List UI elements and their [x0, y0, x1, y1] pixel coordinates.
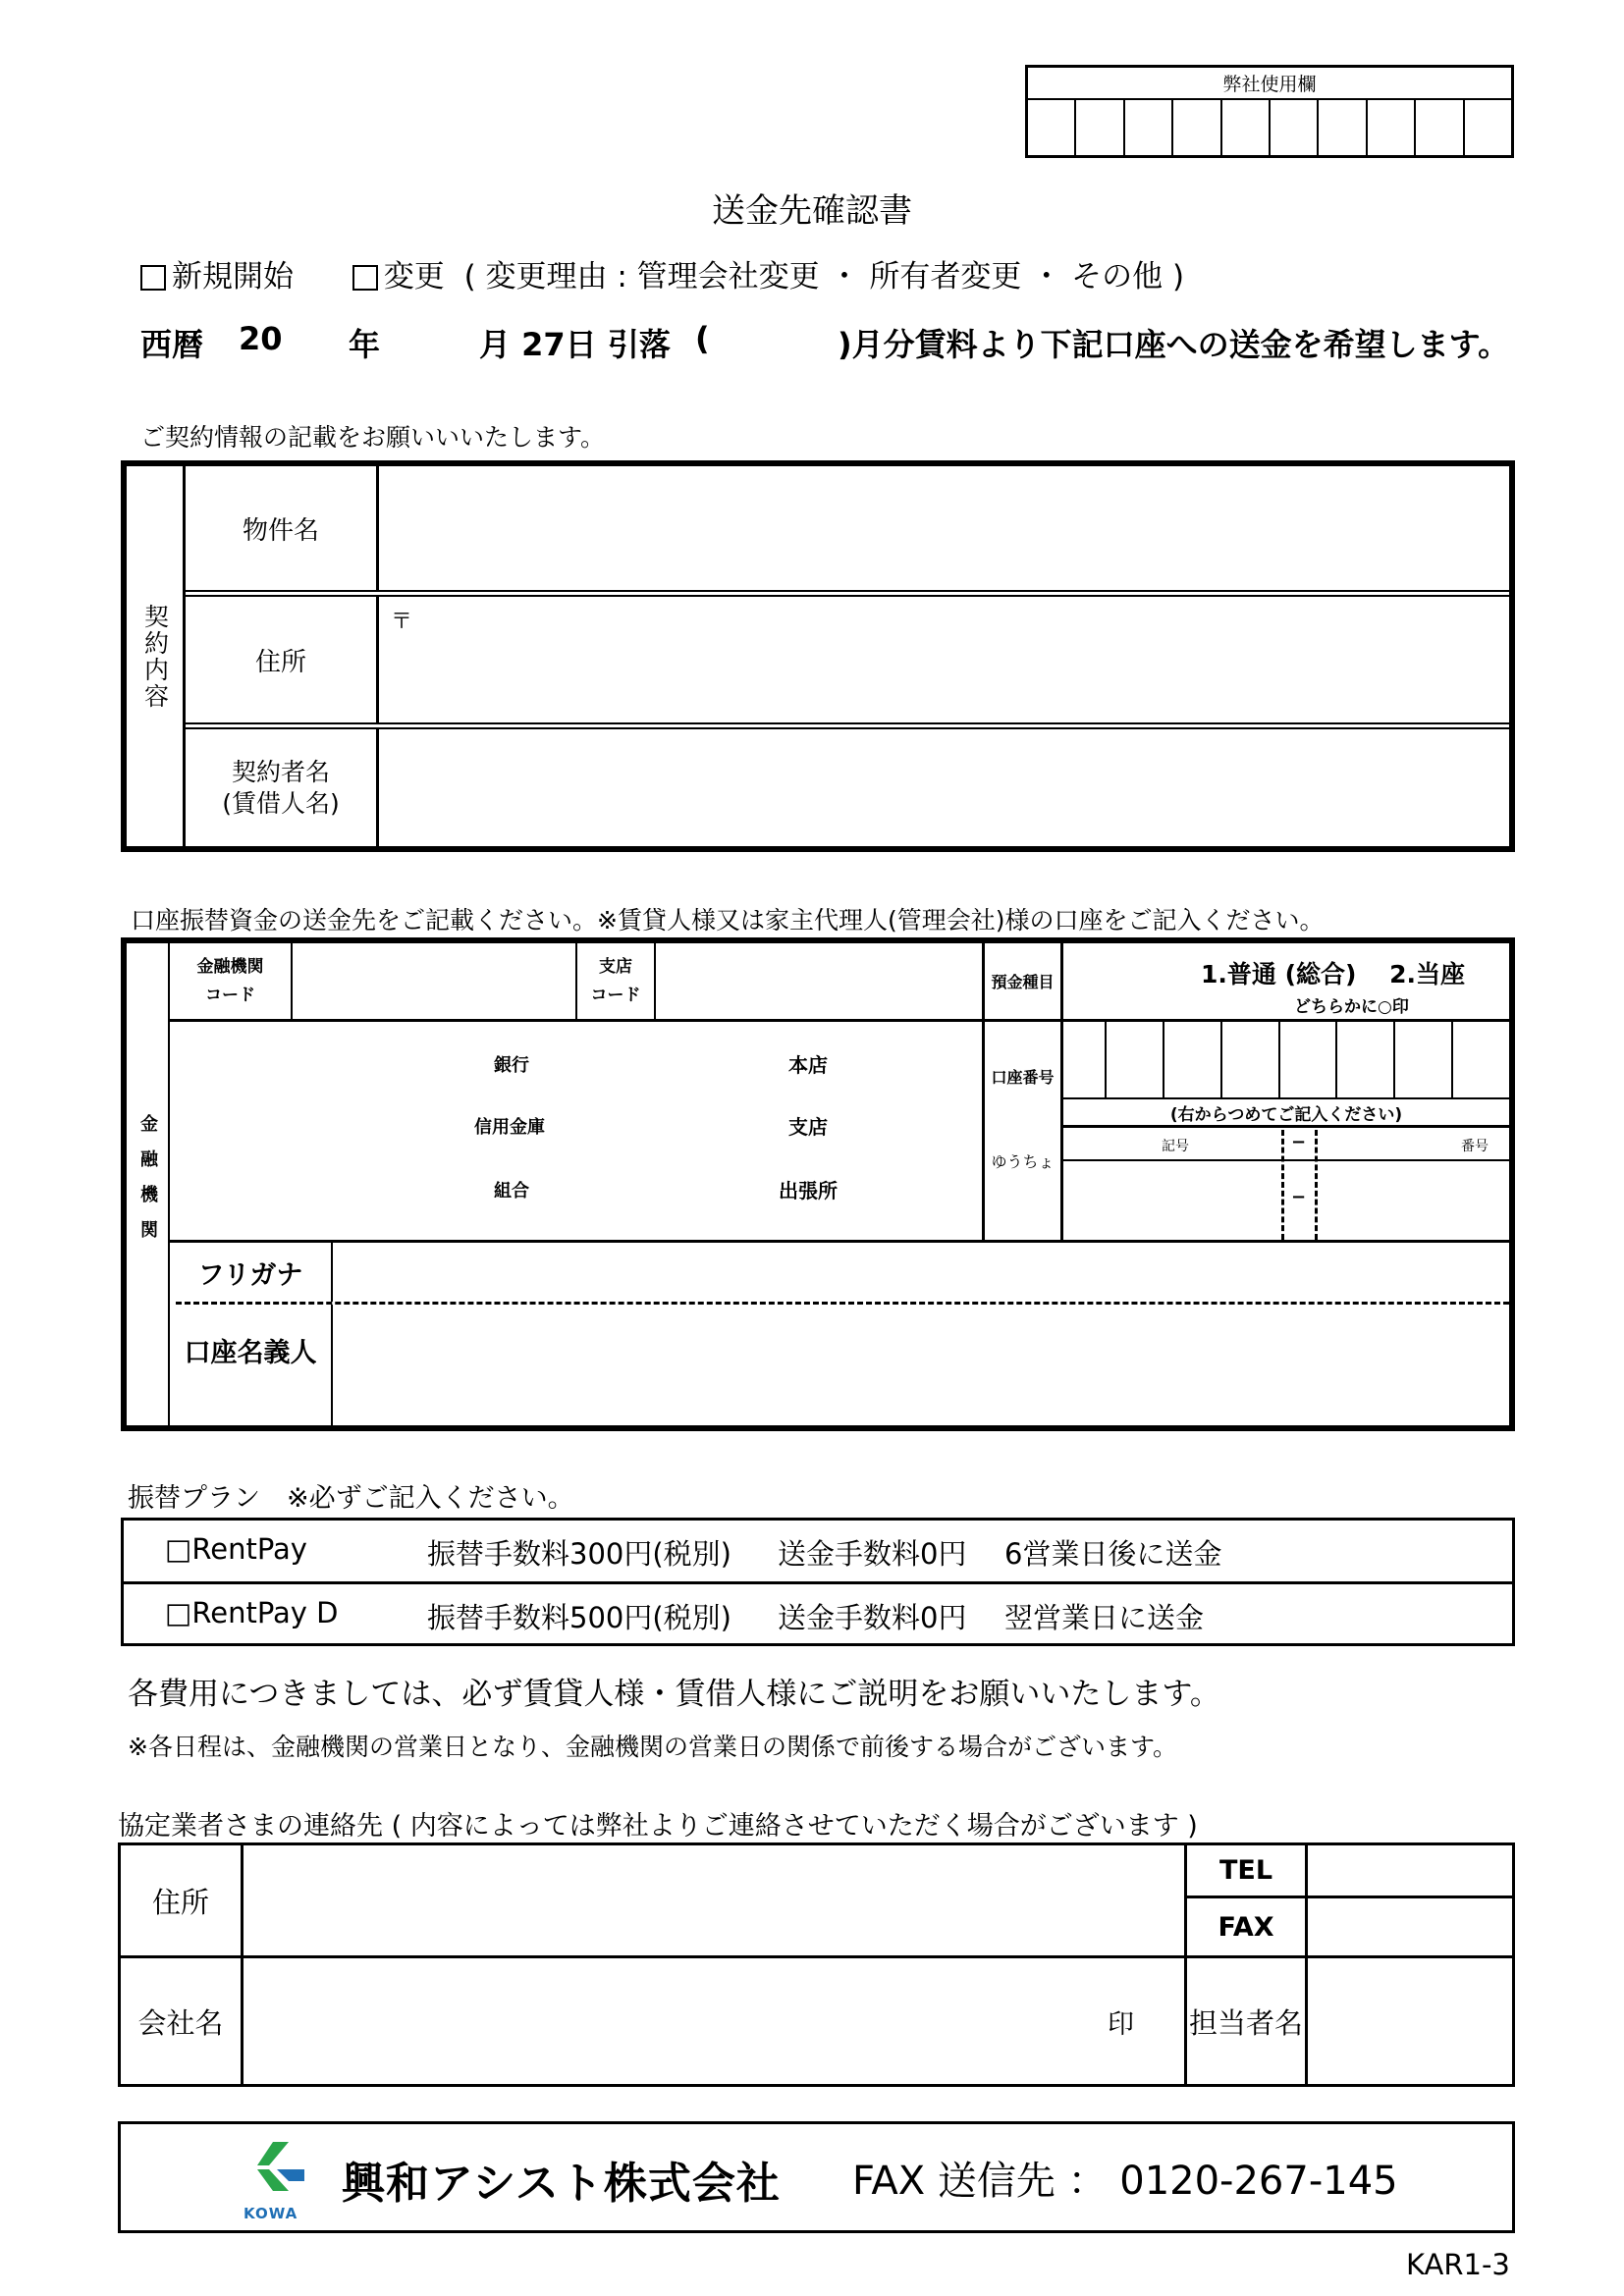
form-code: KAR1-3 — [1406, 2248, 1510, 2281]
plan-row[interactable] — [124, 1581, 1512, 1642]
plan-send-fee: 送金手数料0円 — [778, 1601, 967, 1634]
new-start-checkbox[interactable] — [140, 265, 166, 291]
options-line — [140, 251, 1184, 295]
fax-field[interactable] — [1308, 1898, 1512, 1955]
tel-field[interactable] — [1308, 1845, 1512, 1898]
account-no-spacer — [1063, 1022, 1105, 1097]
plan-timing: 6営業日後に送金 — [1004, 1537, 1222, 1571]
kowa-logo — [244, 2140, 322, 2220]
office-use-cell[interactable] — [1317, 100, 1365, 155]
branch-type-branch: 支店 — [788, 1115, 828, 1139]
kigou-field[interactable] — [1063, 1161, 1281, 1240]
office-use-cell[interactable] — [1220, 100, 1269, 155]
contractor-field[interactable] — [379, 729, 1509, 846]
fi-code-label: 金融機関 コード — [170, 943, 293, 1019]
yucho-dash-top: − — [1291, 1132, 1307, 1152]
tel-label: TEL — [1184, 1845, 1308, 1898]
bank-type-shinkin: 信用金庫 — [474, 1117, 545, 1138]
office-use-cell[interactable] — [1171, 100, 1219, 155]
page-title: 送金先確認書 — [712, 190, 912, 231]
account-no-digit-cell[interactable] — [1163, 1022, 1220, 1097]
paren-open: ( — [695, 320, 710, 357]
account-no-digit-cell[interactable] — [1220, 1022, 1278, 1097]
office-use-cell[interactable] — [1414, 100, 1462, 155]
deposit-type-field[interactable] — [1063, 943, 1509, 1022]
office-use-cells — [1028, 100, 1511, 155]
deposit-type-options: 1.普通 (総合) 2.当座 — [1201, 960, 1466, 988]
yucho-dash-bottom: − — [1291, 1187, 1307, 1207]
office-use-cell[interactable] — [1269, 100, 1317, 155]
address-label: 住所 — [186, 597, 379, 722]
account-no-area — [1063, 1022, 1509, 1130]
office-use-cell[interactable] — [1463, 100, 1511, 155]
plan-name: □RentPay D — [165, 1596, 339, 1629]
agent-intro: 協定業者さまの連絡先 ( 内容によっては弊社よりご連絡させていただく場合がございます ) — [118, 1811, 1198, 1842]
agent-table — [118, 1842, 1515, 2087]
change-checkbox[interactable] — [352, 265, 378, 291]
year-unit: 年 — [349, 326, 381, 363]
office-use-box — [1025, 65, 1514, 158]
plan-intro: 振替プラン ※必ずご記入ください。 — [128, 1483, 574, 1514]
agent-address-label: 住所 — [121, 1845, 244, 1955]
kowa-logo-icon — [244, 2140, 322, 2199]
footer-company: 興和アシスト株式会社 — [342, 2159, 781, 2209]
bank-table — [121, 937, 1515, 1431]
account-no-digit-cell[interactable] — [1335, 1022, 1393, 1097]
branch-type-office: 出張所 — [779, 1179, 838, 1202]
contractor-label: 契約者名 (賃借人名) — [186, 729, 379, 846]
contract-intro: ご契約情報の記載をお願いいいたします。 — [140, 423, 606, 452]
office-use-cell[interactable] — [1074, 100, 1122, 155]
office-use-cell[interactable] — [1123, 100, 1171, 155]
contract-side-label: 契約内容 — [127, 466, 186, 846]
change-label: 変更 — [383, 259, 445, 294]
account-no-digit-cell[interactable] — [1278, 1022, 1336, 1097]
change-reason: ( 変更理由 : 管理会社変更 ・ 所有者変更 ・ その他 ) — [463, 259, 1185, 294]
branch-code-label: 支店 コード — [577, 943, 656, 1019]
plan-transfer-fee: 振替手数料500円(税別) — [427, 1601, 731, 1634]
seal-label: 印 — [1108, 2009, 1134, 2040]
request-line — [140, 320, 1515, 365]
bank-type-bank: 銀行 — [494, 1055, 529, 1076]
notes-sub: ※各日程は、金融機関の営業日となり、金融機関の営業日の関係で前後する場合がございます。 — [128, 1733, 1177, 1761]
bangou-field[interactable] — [1318, 1161, 1509, 1240]
account-no-cells — [1063, 1022, 1509, 1099]
office-use-cell[interactable] — [1028, 100, 1074, 155]
property-name-label: 物件名 — [186, 466, 379, 590]
plan-timing: 翌営業日に送金 — [1004, 1601, 1205, 1634]
bangou-label: 番号 — [1461, 1139, 1489, 1154]
notes-main: 各費用につきましては、必ず賃貸人様・賃借人様にご説明をお願いいたします。 — [128, 1677, 1220, 1712]
bank-name-area[interactable] — [170, 1022, 982, 1240]
address-field[interactable] — [379, 597, 1509, 722]
fax-label: FAX — [1184, 1898, 1308, 1955]
office-use-cell[interactable] — [1366, 100, 1414, 155]
kigou-label: 記号 — [1162, 1139, 1189, 1154]
holder-field[interactable] — [331, 1305, 1509, 1425]
branch-type-main: 本店 — [788, 1053, 828, 1077]
account-no-label: 口座番号 — [985, 1022, 1063, 1130]
branch-code-field[interactable] — [656, 943, 982, 1019]
plan-table — [121, 1518, 1515, 1646]
person-label: 担当者名 — [1184, 1958, 1308, 2084]
postal-mark: 〒 — [391, 610, 413, 634]
furigana-label: フリガナ — [197, 1259, 303, 1291]
deposit-type-note: どちらかに○印 — [1294, 997, 1409, 1017]
holder-label: 口座名義人 — [184, 1338, 317, 1368]
account-no-digit-cell[interactable] — [1451, 1022, 1509, 1097]
company-name-field[interactable] — [244, 1958, 1184, 2084]
footer-banner — [118, 2121, 1515, 2233]
year-prefix: 20 — [239, 320, 283, 357]
account-no-digit-cell[interactable] — [1393, 1022, 1451, 1097]
account-no-note: (右からつめてご記入ください) — [1063, 1099, 1509, 1128]
plan-row[interactable] — [124, 1521, 1512, 1581]
footer-fax: FAX 送信先 ： 0120-267-145 — [852, 2159, 1398, 2204]
yucho-label: ゆうちょ — [985, 1130, 1063, 1240]
deposit-type-label: 預金種目 — [985, 943, 1063, 1022]
bank-intro: 口座振替資金の送金先をご記載ください。※賃貸人様又は家主代理人(管理会社)様の口座をご記入ください。 — [131, 906, 1325, 934]
yucho-area — [1063, 1130, 1509, 1240]
office-use-label: 弊社使用欄 — [1028, 68, 1511, 100]
new-start-label: 新規開始 — [172, 259, 294, 294]
request-rest: )月分賃料より下記口座への送金を希望します。 — [838, 326, 1510, 363]
company-name-label: 会社名 — [121, 1958, 244, 2084]
kowa-logo-text: KOWA — [244, 2205, 298, 2222]
plan-name: □RentPay — [165, 1532, 307, 1566]
person-field[interactable] — [1308, 1958, 1512, 2084]
fi-code-field[interactable] — [293, 943, 577, 1019]
account-no-digit-cell[interactable] — [1105, 1022, 1163, 1097]
plan-transfer-fee: 振替手数料300円(税別) — [427, 1537, 731, 1571]
bank-side-label: 金融機関 — [127, 943, 170, 1425]
furigana-field[interactable] — [331, 1243, 1509, 1302]
bank-type-kumiai: 組合 — [494, 1181, 529, 1201]
plan-send-fee: 送金手数料0円 — [778, 1537, 967, 1571]
property-name-field[interactable] — [379, 466, 1509, 590]
era-label: 西暦 — [140, 326, 204, 363]
agent-address-field[interactable] — [244, 1845, 1184, 1955]
contract-table — [121, 460, 1515, 852]
month-day-text: 月 27日 引落 — [479, 326, 671, 363]
